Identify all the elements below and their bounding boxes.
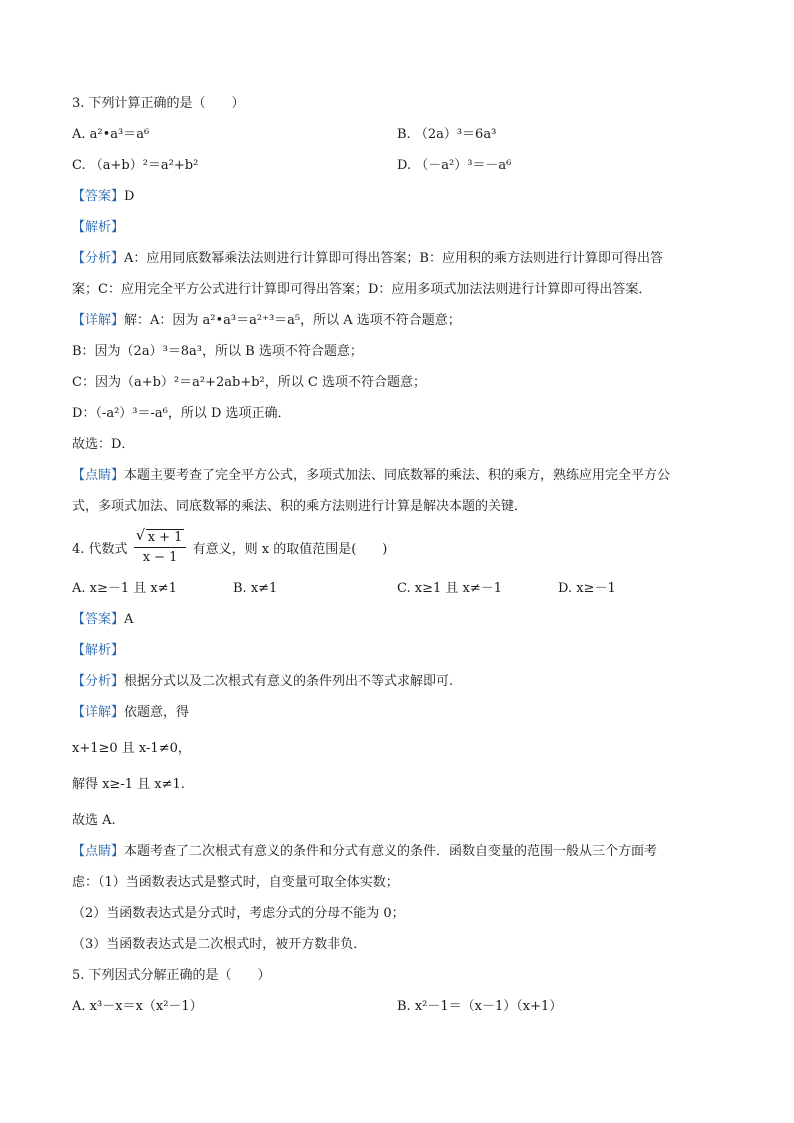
q4-guxuan: 故选 A. [72, 813, 116, 828]
q4-xiangjie [72, 703, 189, 723]
q3-dianjing-line-2: 式，多项式加法、同底数幂的乘法、积的乘方法则进行计算是解决本题的关键． [72, 499, 528, 514]
q4-stem-suffix: 有意义，则 x 的取值范围是( ) [192, 542, 388, 557]
q4-answer-value: A [124, 612, 134, 627]
sqrt-icon: √ [135, 526, 146, 544]
q4-answer [72, 610, 133, 630]
q3-xiangjie-line-1 [72, 311, 461, 331]
q3-option-b [397, 125, 496, 145]
q3-guxuan: 故选：D． [72, 437, 135, 452]
q3-option-a [72, 125, 149, 145]
q3-jiexi-tag: 【解析】 [72, 220, 125, 235]
q5-option-b: B. x²－1＝（x－1）（x+1） [397, 999, 563, 1014]
q4-jiexi [72, 641, 124, 661]
q3-dianjing-line-1 [72, 466, 670, 486]
q4-xiangjie-text: 依题意，得 [124, 705, 190, 720]
q3-dianjing-text-1: 本题主要考查了完全平方公式，多项式加法、同底数幂的乘法、积的乘方，熟练应用完全平方公 [124, 468, 671, 483]
q3-option-b-expr: （2a）³＝6a³ [414, 127, 497, 142]
q4-fraction-numerator [134, 526, 187, 548]
q5-stem: 5. 下列因式分解正确的是（ ） [72, 968, 271, 983]
q4-stem [72, 528, 387, 572]
q4-dianjing-line-1 [72, 842, 657, 862]
q3-option-a-label: A. [72, 127, 90, 142]
q3-dianjing-tag: 【点睛】 [72, 468, 125, 483]
q4-jiexi-tag: 【解析】 [72, 643, 125, 658]
q3-option-d-label: D. [397, 158, 416, 173]
q3-fenxi-tag: 【分析】 [72, 251, 125, 266]
q3-fenxi-line-1 [72, 249, 663, 269]
q3-option-a-expr: a²•a³＝a⁶ [89, 127, 150, 142]
q4-sqrt [135, 526, 185, 546]
q3-option-c-expr: （a+b）²＝a²+b² [89, 158, 199, 173]
q4-fenxi-tag: 【分析】 [72, 674, 125, 689]
q3-option-d [397, 156, 511, 176]
q4-option-d: D. x≥－1 [558, 581, 616, 596]
q3-fenxi-text-1: A：应用同底数幂乘法法则进行计算即可得出答案；B：应用积的乘方法则进行计算即可得出答 [124, 251, 663, 266]
q4-answer-tag: 【答案】 [72, 612, 125, 627]
q4-fenxi-text: 根据分式以及二次根式有意义的条件列出不等式求解即可. [124, 674, 454, 689]
q4-dianjing-line-4: （3）当函数表达式是二次根式时，被开方数非负． [72, 937, 367, 952]
q3-stem: 3. 下列计算正确的是（ ） [72, 96, 245, 111]
q3-fenxi-line-2: 案；C：应用完全平方公式进行计算即可得出答案；D：应用多项式加法法则进行计算即可得出答案． [72, 282, 652, 297]
q3-answer-tag: 【答案】 [72, 189, 125, 204]
q4-fenxi [72, 672, 453, 692]
q4-fraction [134, 526, 187, 566]
q4-option-b: B. x≠1 [233, 581, 278, 596]
q4-dianjing-tag: 【点睛】 [72, 844, 125, 859]
q3-jiexi [72, 218, 124, 238]
q3-xiangjie-line-4: D：（-a²）³＝-a⁶，所以 D 选项正确． [72, 406, 291, 421]
q4-step-2: 解得 x≥-1 且 x≠1. [72, 777, 185, 792]
q4-radicand: x + 1 [147, 530, 183, 545]
q3-xiangjie-tag: 【详解】 [72, 313, 125, 328]
q4-option-a: A. x≥－1 且 x≠1 [72, 581, 177, 596]
q4-dianjing-line-2: 虑：（1）当函数表达式是整式时，自变量可取全体实数； [72, 875, 399, 890]
q4-stem-prefix: 4. 代数式 [72, 542, 128, 557]
q3-option-c-label: C. [72, 158, 90, 173]
q3-option-d-expr: （－a²）³＝－a⁶ [415, 158, 512, 173]
q3-xiangjie-line-3: C：因为（a+b）²＝a²+2ab+b²，所以 C 选项不符合题意； [72, 375, 426, 390]
q4-dianjing-text-1: 本题考查了二次根式有意义的条件和分式有意义的条件．函数自变量的范围一般从三个方面考 [124, 844, 658, 859]
q4-xiangjie-tag: 【详解】 [72, 705, 125, 720]
q3-answer-value: D [124, 189, 135, 204]
q4-option-c: C. x≥1 且 x≠－1 [397, 581, 503, 596]
q4-dianjing-line-3: （2）当函数表达式是分式时，考虑分式的分母不能为 0； [72, 906, 405, 921]
q4-fraction-denominator: x − 1 [142, 550, 178, 565]
q3-option-b-label: B. [397, 127, 415, 142]
q4-step-1: x+1≥0 且 x-1≠0， [72, 741, 191, 756]
q3-xiangjie-text-1: 解：A：因为 a²•a³＝a²⁺³＝a⁵，所以 A 选项不符合题意； [124, 313, 461, 328]
q3-option-c [72, 156, 198, 176]
q3-xiangjie-line-2: B：因为（2a）³＝8a³，所以 B 选项不符合题意； [72, 344, 363, 359]
q3-answer [72, 187, 134, 207]
q5-option-a: A. x³－x＝x（x²－1） [72, 999, 203, 1014]
